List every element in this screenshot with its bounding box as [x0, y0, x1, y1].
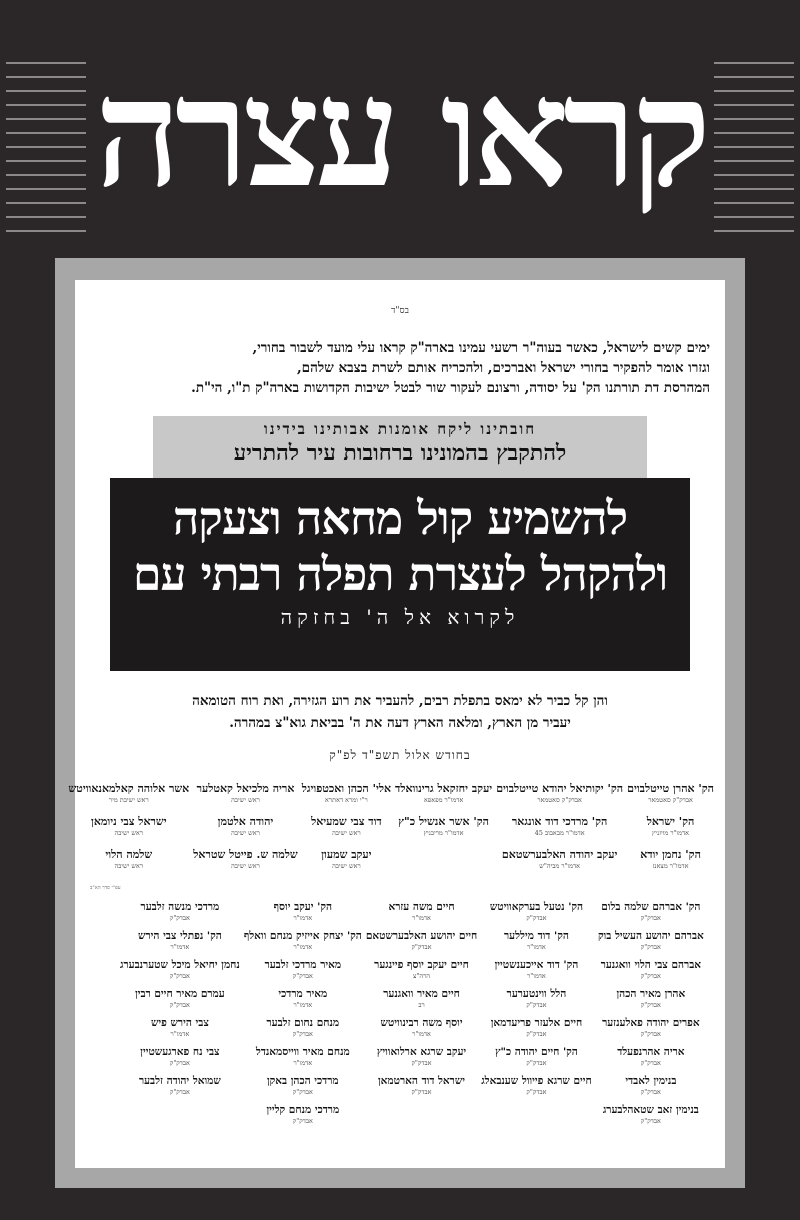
date-line: בחודש אלול תשפ"ד לפ"ק	[329, 748, 471, 762]
signatory	[494, 815, 625, 838]
signatory	[118, 1045, 242, 1068]
signatory-name: יעקב יחזקאל גרינוואלד	[395, 782, 493, 795]
signatory	[364, 1074, 479, 1097]
signatory	[494, 848, 625, 871]
signatory	[364, 1016, 479, 1039]
signatory-title: ראש ישיבה	[231, 862, 260, 870]
signatory-name: יוסף משה רבינוויטש	[380, 1017, 463, 1029]
signatory-title: ראש ישיבת מיר	[108, 796, 149, 804]
signatory	[479, 1016, 594, 1039]
signatory-title: אבדק"ק	[526, 1001, 547, 1009]
signatory-name: אריה אהרנפעלד	[617, 1046, 685, 1058]
headline-2: ולהקהל לעצרת תפלה רבתי עם	[132, 547, 668, 601]
signatory-title: ראש ישיבה	[114, 829, 144, 837]
signatory-name: מאיר מרדכי זלבער	[264, 959, 342, 971]
signatory	[393, 848, 494, 871]
signatory	[242, 900, 364, 923]
signatory	[479, 1074, 594, 1097]
signatory-name: הלל ווינטערער	[506, 988, 567, 1000]
signatory	[393, 782, 494, 805]
signatory-title: ראש ישיבה	[231, 796, 260, 804]
signatory-name: מנחם מאיר ווייסמאנדל	[255, 1046, 350, 1058]
signatory	[66, 782, 191, 805]
signatory-name: חיים אלעזר פריעדמאן	[490, 1017, 583, 1029]
signatory-name: נחמן יחיאל מיכל שטערנבערג	[120, 959, 240, 971]
signatory	[191, 782, 299, 805]
signatory-title: אדמו"ר	[527, 943, 546, 951]
signatory-title: ראש ישיבה	[332, 862, 361, 870]
signatory-title: אבדק"ק	[292, 972, 313, 980]
signatory-title: אדמו"ר	[412, 914, 431, 922]
decorative-lines-left	[6, 62, 86, 244]
signatory	[300, 782, 393, 805]
headline-1: להשמיע קול מחאה וצעקה	[172, 491, 628, 545]
signatory	[118, 1074, 242, 1097]
signatory-title: אבדק"ק	[640, 914, 661, 922]
signatory-name: יעקב שרגא ארלואוויץ	[376, 1046, 467, 1058]
signatory-name: שלמה הלוי	[105, 848, 153, 861]
signatory	[364, 929, 479, 952]
signatory	[364, 958, 479, 981]
signatory	[242, 1016, 364, 1039]
signatory	[594, 1103, 708, 1126]
signatory-title: ראש ישיבה	[231, 829, 260, 837]
signatory-title: אבדק"ק	[292, 1030, 313, 1038]
signatory-title: אבדק"ק	[640, 1088, 661, 1096]
intro-line: המהרסת דת תורתנו הק' על יסודה, ורצונם לעקור שור לבטל ישיבות הקדושות בארה"ק ת"ו, הי"ת.	[191, 380, 710, 396]
signatory-name: חיים יעקב יוסף פיינגער	[374, 959, 469, 971]
signatures-top	[68, 782, 716, 871]
signatory-name: ישראל צבי ניומאן	[91, 815, 167, 828]
signatory	[479, 987, 594, 1010]
signatory-title: אבדק"ק	[640, 1001, 661, 1009]
signatory-name: הק' נטעל בערקאוויטש	[489, 901, 584, 913]
signatory	[625, 815, 716, 838]
signatory-name: הק' ישראל	[646, 815, 695, 828]
signatory-name: חיים שרגא פייוול שענבאלג	[481, 1075, 592, 1087]
signatory	[118, 958, 242, 981]
signatory-title: אדמו"ר	[170, 1030, 190, 1038]
signatory-title: אדמו"ר מצאנז	[652, 862, 689, 870]
signatory-title: אדמו"ר	[293, 914, 313, 922]
prayer-line: והן קל כביר לא ימאס בתפלת רבים, להעביר את רוע הגזירה, ואת רוח הטומאה	[192, 693, 608, 709]
signatory	[118, 929, 242, 952]
signatory-name: מרדכי הכהן באקן	[267, 1075, 339, 1087]
headline-box	[110, 478, 690, 671]
signatory-title: אבדק"ק	[292, 1088, 313, 1096]
signatory-name: הק' דוד מיללער	[504, 930, 569, 942]
signatory	[494, 782, 625, 805]
prayer-line: יעביר מן הארץ, ומלאה הארץ דעה את ה' בביאת גוא"צ במהרה.	[229, 715, 571, 731]
signatory-title: אבדק"ק סאטמאר	[648, 796, 693, 804]
signatory-title: אדמו"ר	[527, 972, 546, 980]
signatory-name: מרדכי מנחם קליין	[266, 1104, 340, 1116]
signatory	[479, 900, 594, 923]
signatory-name: הק' אהרן טייטלבוים	[627, 782, 714, 795]
signatory	[242, 929, 364, 952]
signatory-title: אבדק"ק	[169, 972, 190, 980]
signatory	[191, 815, 299, 838]
intro-line: ימים קשים לישראל, כאשר בעוה"ר רשעי עמינו בארה"ק קראו עלי מועד לשבור בחורי,	[252, 340, 710, 356]
signatory-title: אבדק"ק	[169, 914, 190, 922]
signatory-name: חיים משה עזרא	[388, 901, 455, 913]
signatory-title: אבדק"ק	[169, 1088, 190, 1096]
signatures-bottom	[118, 900, 708, 1126]
signatory	[364, 987, 479, 1010]
signatory-name: שלמה ש. פייטל שטראל	[193, 848, 298, 861]
signatory	[594, 1074, 708, 1097]
signatory-title: ראש ישיבה	[114, 862, 144, 870]
signatory-name: הק' אשר אנשיל כ"ץ	[398, 815, 489, 828]
signatory-title: אבדק"ק	[169, 1001, 190, 1009]
signatory-name: הק' יצחק אייזיק מנחם וואלף	[243, 930, 362, 942]
signatory	[62, 782, 66, 805]
signatory-title: אדמו"ר מפאפא	[423, 796, 464, 804]
signatory	[242, 958, 364, 981]
main-title: קראו עצרה	[94, 45, 706, 221]
prayer-text	[100, 690, 700, 734]
signatory-title: אבדק"ק	[526, 914, 547, 922]
signatory-title: הרה"צ	[412, 972, 431, 980]
masthead	[0, 0, 800, 258]
signatory-name: הק' אברהם שלמה בלום	[601, 901, 701, 913]
signatory	[479, 929, 594, 952]
signatory-name: צבי הירש פיש	[150, 1017, 209, 1029]
signatory	[625, 782, 716, 805]
signatory-name: ישראל דוד הארטמאן	[378, 1075, 466, 1087]
signatory-name: הק' חיים יהודה כ"ץ	[495, 1046, 578, 1058]
signatory	[479, 1045, 594, 1068]
intro-text	[90, 338, 710, 398]
signatory-name: חיים יהושע האלבערשטאם	[365, 930, 478, 942]
signatory-title: רב	[418, 1001, 425, 1009]
signatory-title: אבדק"ק סאטמאר	[537, 796, 582, 804]
signatory-name: הק' מרדכי דוד אונגאר	[511, 815, 608, 828]
signatory-name: בנימין לאבדי	[625, 1075, 677, 1087]
signatory	[66, 815, 191, 838]
call-line-2: להתקבץ בהמונינו ברחובות עיר להתריע	[233, 440, 567, 466]
signatory-title: ר"י ומרא דאתרא	[325, 796, 368, 804]
signatory	[191, 848, 299, 871]
signatory-title: אדמו"ר	[293, 943, 313, 951]
signatory	[242, 1103, 364, 1126]
signatory-name: צבי נח פארגעשטיין	[140, 1046, 220, 1058]
signatory	[594, 929, 708, 952]
signatory-title: אבדק"ק	[526, 1059, 547, 1067]
signatory	[625, 848, 716, 871]
signatory-title: אבדק"ק	[526, 1030, 547, 1038]
signatory-title: אבדק"ק	[169, 1059, 190, 1067]
signatory-name: מנחם נחום זלבער	[266, 1017, 340, 1029]
signatory-title: אדמו"ר מויזניץ	[652, 829, 690, 837]
signatory-name: אלי' הכהן ואכטפויגל	[301, 782, 392, 795]
signatory-title: אבדק"ק	[640, 943, 661, 951]
signatory-name: הק' דוד אייכענשטיין	[494, 959, 579, 971]
signatory	[594, 900, 708, 923]
signatory-name: יעקב יהודה האלבערשטאם	[501, 848, 618, 861]
call-line-1: חובתינו ליקח אומנות אבותינו בידינו	[263, 420, 537, 438]
signatory-name: אברהם יהושע העשיל בוק	[597, 930, 704, 942]
signatory-title: אבדק"ק	[640, 1030, 661, 1038]
signatory	[364, 1045, 479, 1068]
signatory	[118, 987, 242, 1010]
signatory-title: אבדק"ק	[411, 1059, 432, 1067]
signatory-name: הק' נפתלי צבי הירש	[138, 930, 222, 942]
signatory	[62, 815, 66, 838]
signatory	[118, 1103, 242, 1126]
signatory-title: אבדק"ק	[292, 1117, 313, 1125]
signatory-name: בנימין זאב שטאהלבערג	[602, 1104, 699, 1116]
signatory-name: הק' יעקב יוסף	[273, 901, 333, 913]
signatory-title: אבדק"ק	[640, 1059, 661, 1067]
signatory-name: מאיר מרדכי	[278, 988, 328, 1000]
signatory	[66, 848, 191, 871]
signatory	[242, 1045, 364, 1068]
signatory	[393, 815, 494, 838]
signatory	[364, 1103, 479, 1126]
intro-line: וגזרו אומר להפקיר בחורי ישראל ואברכים, ולהכריח אותם לשרת בצבא שלהם,	[296, 360, 710, 376]
signatory-name: אשר אלוהה קאלמאנאוויטש	[68, 782, 190, 795]
signatory-title: אדמו"ר	[293, 1059, 313, 1067]
signatory-title: אבדק"ק	[640, 972, 661, 980]
signatory	[242, 1074, 364, 1097]
bsd-header: בס"ד	[391, 306, 409, 316]
signatory-name: שמואל יהודה זלבער	[138, 1075, 221, 1087]
signatory	[118, 1016, 242, 1039]
signatory-name: חיים מאיר וואגנער	[383, 988, 460, 1000]
signatory-title: אבדק"ק	[411, 1088, 432, 1096]
signatory	[594, 958, 708, 981]
signatory	[479, 958, 594, 981]
signatory	[62, 848, 66, 871]
signatory-name: יעקב שמעון	[321, 848, 372, 861]
decorative-lines-right	[714, 62, 794, 244]
signatory-name: אריה מלכיאל קאטלער	[196, 782, 295, 795]
signatory-title: אדמו"ר מבאבוב 45	[534, 829, 585, 837]
signatory	[364, 900, 479, 923]
signatory-title: אדמו"ר	[293, 1001, 313, 1009]
signatory	[594, 1016, 708, 1039]
signatory	[300, 815, 393, 838]
signatory	[242, 987, 364, 1010]
signatory-title: אבדק"ק	[411, 943, 432, 951]
signatory-title: ראש ישיבה	[332, 829, 361, 837]
signatory	[479, 1103, 594, 1126]
order-note: עפ"י סדר הא"ב	[90, 885, 121, 891]
signatory	[300, 848, 393, 871]
signatory	[118, 900, 242, 923]
signatory	[594, 987, 708, 1010]
headline-subline: לקרוא אל ה' בחזקה	[280, 605, 520, 629]
bottom-strip	[0, 1205, 800, 1220]
signatory-name: אפרים יהודה פאלענזער	[602, 1017, 700, 1029]
signatory-name: הק' נחמן יודא	[640, 848, 701, 861]
signatory-title: אדמו"ר מביה"ש	[539, 862, 581, 870]
call-box	[153, 416, 647, 478]
signatory-title: אדמו"ר מריבניץ	[423, 829, 464, 837]
signatory-title: אדמו"ר	[170, 943, 190, 951]
signatory-title: אבדק"ק	[640, 1117, 661, 1125]
signatory	[594, 1045, 708, 1068]
signatory-name: אברהם צבי הלוי וואגנער	[600, 959, 702, 971]
signatory-name: דוד צבי שמעיאל	[311, 815, 382, 828]
signatory-name: אהרן מאיר הכהן	[616, 988, 686, 1000]
signatory-title: אדמו"ר	[412, 1030, 431, 1038]
signatory-name: יהודה אלטמן	[217, 815, 274, 828]
signatory-title: אבדק"ק	[526, 1088, 547, 1096]
signatory-name: מרדכי מנשה זלבער	[140, 901, 220, 913]
signatory-name: הק' יקותיאל יהודא טייטלבוים	[496, 782, 624, 795]
signatory-name: עמרם מאיר חיים רבין	[135, 988, 225, 1000]
